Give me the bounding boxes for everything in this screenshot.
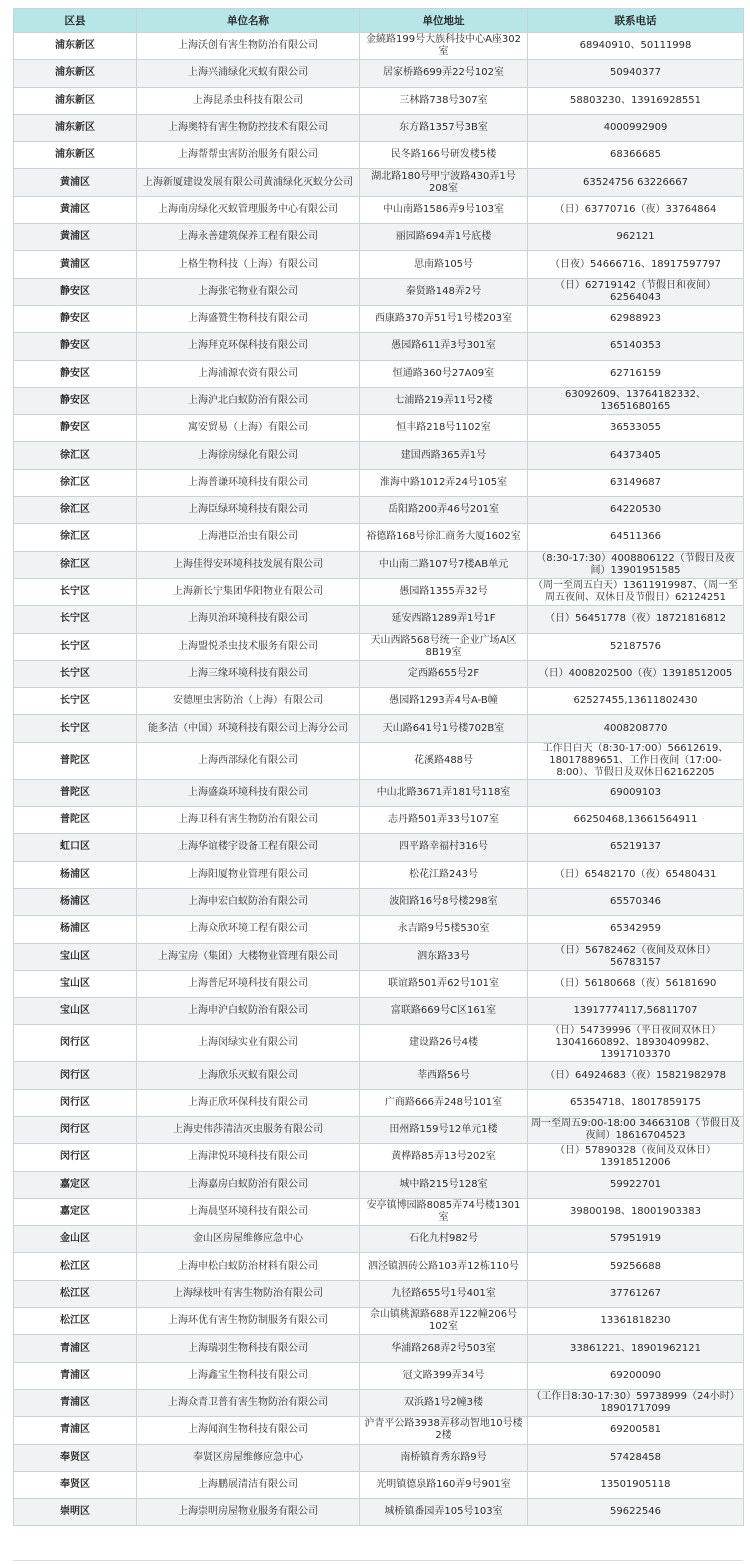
cell-phone: 62527455,13611802430 bbox=[528, 688, 744, 715]
cell-address: 南桥镇育秀东路9号 bbox=[360, 1444, 528, 1471]
cell-district: 杨浦区 bbox=[14, 916, 137, 943]
cell-phone: 68366685 bbox=[528, 142, 744, 169]
table-row bbox=[14, 861, 744, 888]
table-row bbox=[14, 834, 744, 861]
header-district: 区县 bbox=[14, 9, 137, 33]
cell-address: 安亭镇博园路8085弄74号楼1301室 bbox=[360, 1198, 528, 1225]
table-body bbox=[14, 33, 744, 1526]
table-row bbox=[14, 970, 744, 997]
cell-address: 湖北路180号甲宁波路430弄1号208室 bbox=[360, 169, 528, 196]
cell-phone: 37761267 bbox=[528, 1280, 744, 1307]
table-row bbox=[14, 660, 744, 687]
cell-company-name: 上海众青卫普有害生物防治有限公司 bbox=[137, 1389, 360, 1416]
cell-company-name: 上海张宅物业有限公司 bbox=[137, 278, 360, 305]
cell-district: 静安区 bbox=[14, 278, 137, 305]
cell-address: 永吉路9号5楼530室 bbox=[360, 916, 528, 943]
table-row bbox=[14, 1025, 744, 1062]
cell-address: 四平路幸福村316号 bbox=[360, 834, 528, 861]
cell-address: 志丹路501弄33号107室 bbox=[360, 807, 528, 834]
cell-address: 城桥镇番园弄105号103室 bbox=[360, 1499, 528, 1526]
cell-district: 闵行区 bbox=[14, 1062, 137, 1089]
cell-address: 城中路215号128室 bbox=[360, 1171, 528, 1198]
cell-district: 青浦区 bbox=[14, 1362, 137, 1389]
cell-address: 松花江路243号 bbox=[360, 861, 528, 888]
cell-address: 联谊路501弄62号101室 bbox=[360, 970, 528, 997]
cell-address: 西康路370弄51号1号楼203室 bbox=[360, 305, 528, 332]
cell-district: 徐汇区 bbox=[14, 442, 137, 469]
cell-district: 浦东新区 bbox=[14, 142, 137, 169]
cell-company-name: 上海臣绿环境科技有限公司 bbox=[137, 497, 360, 524]
cell-company-name: 上海昆杀虫科技有限公司 bbox=[137, 87, 360, 114]
table-row bbox=[14, 305, 744, 332]
cell-district: 徐汇区 bbox=[14, 551, 137, 578]
cell-district: 静安区 bbox=[14, 333, 137, 360]
table-row bbox=[14, 114, 744, 141]
cell-address: 花溪路488号 bbox=[360, 742, 528, 779]
header-address: 单位地址 bbox=[360, 9, 528, 33]
cell-address: 延安西路1289弄1号1F bbox=[360, 606, 528, 633]
table-row bbox=[14, 1362, 744, 1389]
cell-district: 黄浦区 bbox=[14, 196, 137, 223]
cell-address: 建设路26号4楼 bbox=[360, 1025, 528, 1062]
cell-address: 七浦路219弄11号2楼 bbox=[360, 387, 528, 414]
table-row bbox=[14, 1226, 744, 1253]
cell-phone: 36533055 bbox=[528, 415, 744, 442]
cell-phone: （日）57890328（夜间及双休日）13918512006 bbox=[528, 1144, 744, 1171]
cell-phone: 64373405 bbox=[528, 442, 744, 469]
cell-company-name: 上海环优有害生物防制服务有限公司 bbox=[137, 1308, 360, 1335]
cell-district: 青浦区 bbox=[14, 1335, 137, 1362]
cell-company-name: 上海鹏展清洁有限公司 bbox=[137, 1471, 360, 1498]
table-row bbox=[14, 1308, 744, 1335]
cell-address: 天山西路568号统一企业广场A区8B19室 bbox=[360, 633, 528, 660]
cell-address: 三林路738号307室 bbox=[360, 87, 528, 114]
cell-district: 静安区 bbox=[14, 305, 137, 332]
cell-address: 恒通路360号27A09室 bbox=[360, 360, 528, 387]
cell-phone: 62716159 bbox=[528, 360, 744, 387]
cell-company-name: 上格生物科技（上海）有限公司 bbox=[137, 251, 360, 278]
table-row bbox=[14, 387, 744, 414]
cell-phone: 66250468,13661564911 bbox=[528, 807, 744, 834]
table-row bbox=[14, 1253, 744, 1280]
table-row bbox=[14, 1171, 744, 1198]
cell-address: 田州路159号12单元1楼 bbox=[360, 1116, 528, 1143]
cell-company-name: 上海瑞羽生物科技有限公司 bbox=[137, 1335, 360, 1362]
cell-company-name: 上海永善建筑保养工程有限公司 bbox=[137, 224, 360, 251]
cell-phone: 59622546 bbox=[528, 1499, 744, 1526]
cell-phone: 69200090 bbox=[528, 1362, 744, 1389]
cell-district: 浦东新区 bbox=[14, 60, 137, 87]
cell-address: 光明镇德泉路160弄9号901室 bbox=[360, 1471, 528, 1498]
table-row bbox=[14, 888, 744, 915]
table-row bbox=[14, 578, 744, 605]
cell-district: 普陀区 bbox=[14, 807, 137, 834]
cell-company-name: 上海众欣环境工程有限公司 bbox=[137, 916, 360, 943]
cell-district: 崇明区 bbox=[14, 1499, 137, 1526]
cell-phone: （日）4008202500（夜）13918512005 bbox=[528, 660, 744, 687]
cell-address: 岳阳路200弄46号201室 bbox=[360, 497, 528, 524]
cell-phone: 65219137 bbox=[528, 834, 744, 861]
cell-phone: 69009103 bbox=[528, 779, 744, 806]
cell-district: 徐汇区 bbox=[14, 524, 137, 551]
cell-company-name: 上海奥特有害生物防控技术有限公司 bbox=[137, 114, 360, 141]
cell-district: 黄浦区 bbox=[14, 224, 137, 251]
cell-company-name: 上海南房绿化灭蚁管理服务中心有限公司 bbox=[137, 196, 360, 223]
cell-phone: 58803230、13916928551 bbox=[528, 87, 744, 114]
cell-address: 愚园路1355弄32号 bbox=[360, 578, 528, 605]
cell-company-name: 上海卫科有害生物防治有限公司 bbox=[137, 807, 360, 834]
cell-district: 金山区 bbox=[14, 1226, 137, 1253]
cell-district: 杨浦区 bbox=[14, 888, 137, 915]
table-row bbox=[14, 998, 744, 1025]
table-row bbox=[14, 633, 744, 660]
cell-phone: （工作日8:30-17:30）59738999（24小时）18901717099 bbox=[528, 1389, 744, 1416]
table-row bbox=[14, 251, 744, 278]
cell-address: 黄桦路85弄13号202室 bbox=[360, 1144, 528, 1171]
cell-phone: 13501905118 bbox=[528, 1471, 744, 1498]
table-row bbox=[14, 33, 744, 60]
header-phone: 联系电话 bbox=[528, 9, 744, 33]
cell-address: 双浜路1号2幢3楼 bbox=[360, 1389, 528, 1416]
cell-company-name: 上海兴浦绿化灭蚁有限公司 bbox=[137, 60, 360, 87]
table-row bbox=[14, 715, 744, 742]
cell-company-name: 上海华谊楼宇设备工程有限公司 bbox=[137, 834, 360, 861]
cell-address: 民冬路166号研发楼5楼 bbox=[360, 142, 528, 169]
cell-phone: 59922701 bbox=[528, 1171, 744, 1198]
cell-district: 黄浦区 bbox=[14, 169, 137, 196]
header-row bbox=[14, 9, 744, 33]
table-row bbox=[14, 278, 744, 305]
table-row bbox=[14, 551, 744, 578]
cell-district: 闵行区 bbox=[14, 1089, 137, 1116]
table-row bbox=[14, 1198, 744, 1225]
cell-address: 丽园路694弄1号底楼 bbox=[360, 224, 528, 251]
cell-company-name: 上海崇明房屋物业服务有限公司 bbox=[137, 1499, 360, 1526]
cell-company-name: 上海拜克环保科技有限公司 bbox=[137, 333, 360, 360]
cell-address: 秦贤路148弄2号 bbox=[360, 278, 528, 305]
cell-company-name: 上海盛赞生物科技有限公司 bbox=[137, 305, 360, 332]
cell-address: 广商路666弄248号101室 bbox=[360, 1089, 528, 1116]
table-header bbox=[14, 9, 744, 33]
cell-district: 闵行区 bbox=[14, 1025, 137, 1062]
cell-district: 宝山区 bbox=[14, 998, 137, 1025]
cell-address: 天山路641号1号楼702B室 bbox=[360, 715, 528, 742]
cell-company-name: 上海宝房（集团）大楼物业管理有限公司 bbox=[137, 943, 360, 970]
cell-company-name: 能多洁（中国）环境科技有限公司上海分公司 bbox=[137, 715, 360, 742]
cell-phone: （日夜）54666716、18917597797 bbox=[528, 251, 744, 278]
cell-district: 长宁区 bbox=[14, 578, 137, 605]
cell-company-name: 上海阳厦物业管理有限公司 bbox=[137, 861, 360, 888]
cell-phone: 62988923 bbox=[528, 305, 744, 332]
cell-district: 宝山区 bbox=[14, 943, 137, 970]
cell-address: 建国西路365弄1号 bbox=[360, 442, 528, 469]
cell-phone: 33861221、18901962121 bbox=[528, 1335, 744, 1362]
cell-company-name: 上海晨坚环境科技有限公司 bbox=[137, 1198, 360, 1225]
table-row bbox=[14, 169, 744, 196]
cell-address: 冠文路399弄34号 bbox=[360, 1362, 528, 1389]
cell-phone: 13361818230 bbox=[528, 1308, 744, 1335]
cell-company-name: 上海新长宁集团华阳物业有限公司 bbox=[137, 578, 360, 605]
cell-address: 愚园路1293弄4号A-B幢 bbox=[360, 688, 528, 715]
cell-company-name: 安德厘虫害防治（上海）有限公司 bbox=[137, 688, 360, 715]
cell-phone: 68940910、50111998 bbox=[528, 33, 744, 60]
cell-phone: 4008208770 bbox=[528, 715, 744, 742]
table-row bbox=[14, 688, 744, 715]
cell-district: 静安区 bbox=[14, 360, 137, 387]
table-row bbox=[14, 333, 744, 360]
cell-address: 泗泾镇泗砖公路103弄12栋110号 bbox=[360, 1253, 528, 1280]
cell-company-name: 上海闵绿实业有限公司 bbox=[137, 1025, 360, 1062]
table-row bbox=[14, 224, 744, 251]
cell-company-name: 上海盟悦杀虫技术服务有限公司 bbox=[137, 633, 360, 660]
cell-district: 浦东新区 bbox=[14, 114, 137, 141]
cell-district: 长宁区 bbox=[14, 633, 137, 660]
cell-phone: 65342959 bbox=[528, 916, 744, 943]
cell-phone: 57428458 bbox=[528, 1444, 744, 1471]
cell-address: 中山北路3671弄181号118室 bbox=[360, 779, 528, 806]
table-row bbox=[14, 196, 744, 223]
cell-phone: 63524756 63226667 bbox=[528, 169, 744, 196]
cell-company-name: 上海普尼环境科技有限公司 bbox=[137, 970, 360, 997]
cell-district: 普陀区 bbox=[14, 779, 137, 806]
cell-company-name: 上海申宏白蚁防治有限公司 bbox=[137, 888, 360, 915]
cell-district: 松江区 bbox=[14, 1308, 137, 1335]
cell-company-name: 上海鑫宝生物科技有限公司 bbox=[137, 1362, 360, 1389]
cell-address: 佘山镇桃源路688弄122幢206号102室 bbox=[360, 1308, 528, 1335]
cell-district: 杨浦区 bbox=[14, 861, 137, 888]
cell-phone: 59256688 bbox=[528, 1253, 744, 1280]
cell-company-name: 上海沃创有害生物防治有限公司 bbox=[137, 33, 360, 60]
table-row bbox=[14, 524, 744, 551]
cell-phone: （8:30-17:30）4008806122（节假日及夜间）13901951585 bbox=[528, 551, 744, 578]
cell-district: 宝山区 bbox=[14, 970, 137, 997]
cell-address: 愚园路611弄3号301室 bbox=[360, 333, 528, 360]
cell-company-name: 上海盛焱环境科技有限公司 bbox=[137, 779, 360, 806]
cell-phone: 962121 bbox=[528, 224, 744, 251]
cell-address: 中山南路1586弄9号103室 bbox=[360, 196, 528, 223]
table-row bbox=[14, 1144, 744, 1171]
table-row bbox=[14, 87, 744, 114]
cell-company-name: 上海港臣治虫有限公司 bbox=[137, 524, 360, 551]
table-row bbox=[14, 1499, 744, 1526]
cell-address: 中山南二路107号7楼AB单元 bbox=[360, 551, 528, 578]
cell-address: 富联路669号C区161室 bbox=[360, 998, 528, 1025]
cell-company-name: 上海帮帮虫害防治服务有限公司 bbox=[137, 142, 360, 169]
table-row bbox=[14, 1471, 744, 1498]
cell-district: 长宁区 bbox=[14, 688, 137, 715]
cell-district: 松江区 bbox=[14, 1280, 137, 1307]
table-row bbox=[14, 360, 744, 387]
cell-district: 嘉定区 bbox=[14, 1198, 137, 1225]
table-row bbox=[14, 1444, 744, 1471]
cell-phone: 65140353 bbox=[528, 333, 744, 360]
cell-district: 闵行区 bbox=[14, 1116, 137, 1143]
cell-phone: 65354718、18017859175 bbox=[528, 1089, 744, 1116]
cell-district: 徐汇区 bbox=[14, 497, 137, 524]
cell-address: 沪青平公路3938弄移动智地10号楼2楼 bbox=[360, 1417, 528, 1444]
table-row bbox=[14, 1417, 744, 1444]
table-row bbox=[14, 415, 744, 442]
table-row bbox=[14, 497, 744, 524]
cell-address: 华浦路268弄2号503室 bbox=[360, 1335, 528, 1362]
cell-district: 静安区 bbox=[14, 415, 137, 442]
cell-company-name: 上海正欣环保科技有限公司 bbox=[137, 1089, 360, 1116]
pest-control-table bbox=[13, 8, 744, 1526]
cell-district: 长宁区 bbox=[14, 660, 137, 687]
cell-phone: （日）63770716（夜）33764864 bbox=[528, 196, 744, 223]
cell-address: 居家桥路699弄22号102室 bbox=[360, 60, 528, 87]
cell-company-name: 奉贤区房屋维修应急中心 bbox=[137, 1444, 360, 1471]
table-row bbox=[14, 1062, 744, 1089]
cell-address: 波阳路16号8号楼298室 bbox=[360, 888, 528, 915]
cell-phone: （日）62719142（节假日和夜间）62564043 bbox=[528, 278, 744, 305]
cell-address: 石化九村982号 bbox=[360, 1226, 528, 1253]
cell-company-name: 上海津悦环境科技有限公司 bbox=[137, 1144, 360, 1171]
cell-address: 淮海中路1012弄24号105室 bbox=[360, 469, 528, 496]
table-row bbox=[14, 60, 744, 87]
cell-address: 金繞路199号大族科技中心A座302室 bbox=[360, 33, 528, 60]
cell-company-name: 金山区房屋维修应急中心 bbox=[137, 1226, 360, 1253]
cell-district: 虹口区 bbox=[14, 834, 137, 861]
cell-district: 闵行区 bbox=[14, 1144, 137, 1171]
cell-district: 静安区 bbox=[14, 387, 137, 414]
cell-phone: （日）65482170（夜）65480431 bbox=[528, 861, 744, 888]
cell-phone: （日）54739996（平日夜间双休日）13041660892、18930409982、13917103370 bbox=[528, 1025, 744, 1062]
table-row bbox=[14, 606, 744, 633]
cell-company-name: 上海嘉房白蚁防治有限公司 bbox=[137, 1171, 360, 1198]
cell-address: 思南路105号 bbox=[360, 251, 528, 278]
table-row bbox=[14, 1280, 744, 1307]
cell-district: 嘉定区 bbox=[14, 1171, 137, 1198]
cell-company-name: 上海贝治环境科技有限公司 bbox=[137, 606, 360, 633]
cell-phone: 39800198、18001903383 bbox=[528, 1198, 744, 1225]
cell-company-name: 上海申沪白蚁防治有限公司 bbox=[137, 998, 360, 1025]
cell-company-name: 上海徐房绿化有限公司 bbox=[137, 442, 360, 469]
cell-district: 奉贤区 bbox=[14, 1471, 137, 1498]
cell-district: 青浦区 bbox=[14, 1389, 137, 1416]
cell-phone: 50940377 bbox=[528, 60, 744, 87]
cell-phone: 64220530 bbox=[528, 497, 744, 524]
bottom-divider bbox=[13, 1560, 743, 1561]
cell-phone: 63092609、13764182332、13651680165 bbox=[528, 387, 744, 414]
cell-phone: 工作日白天（8:30-17:00）56612619、18017889651、工作日夜间（17:00-8:00）、节假日及双休日62162205 bbox=[528, 742, 744, 779]
cell-district: 松江区 bbox=[14, 1253, 137, 1280]
cell-district: 长宁区 bbox=[14, 606, 137, 633]
cell-phone: 13917774117,56811707 bbox=[528, 998, 744, 1025]
cell-district: 奉贤区 bbox=[14, 1444, 137, 1471]
table-row bbox=[14, 1116, 744, 1143]
cell-district: 普陀区 bbox=[14, 742, 137, 779]
cell-address: 定西路655号2F bbox=[360, 660, 528, 687]
cell-phone: 64511366 bbox=[528, 524, 744, 551]
cell-address: 泗东路33号 bbox=[360, 943, 528, 970]
cell-company-name: 上海史伟莎清洁灭虫服务有限公司 bbox=[137, 1116, 360, 1143]
cell-phone: （日）56451778（夜）18721816812 bbox=[528, 606, 744, 633]
table-row bbox=[14, 742, 744, 779]
table-row bbox=[14, 1089, 744, 1116]
cell-company-name: 上海新厦建设发展有限公司黄浦绿化灭蚁分公司 bbox=[137, 169, 360, 196]
cell-company-name: 上海绿枝叶有害生物防治有限公司 bbox=[137, 1280, 360, 1307]
cell-phone: （日）56782462（夜间及双休日）56783157 bbox=[528, 943, 744, 970]
cell-phone: （周一至周五白天）13611919987、（周一至周五夜间、双休日及节假日）62124251 bbox=[528, 578, 744, 605]
cell-district: 青浦区 bbox=[14, 1417, 137, 1444]
table-row bbox=[14, 916, 744, 943]
cell-address: 恒丰路218号1102室 bbox=[360, 415, 528, 442]
cell-address: 裕德路168号徐汇商务大厦1602室 bbox=[360, 524, 528, 551]
table-row bbox=[14, 807, 744, 834]
cell-phone: 52187576 bbox=[528, 633, 744, 660]
cell-company-name: 上海浦源农资有限公司 bbox=[137, 360, 360, 387]
cell-phone: 69200581 bbox=[528, 1417, 744, 1444]
cell-district: 徐汇区 bbox=[14, 469, 137, 496]
cell-phone: 65570346 bbox=[528, 888, 744, 915]
table-row bbox=[14, 943, 744, 970]
cell-district: 浦东新区 bbox=[14, 33, 137, 60]
cell-company-name: 上海欣乐灭蚁有限公司 bbox=[137, 1062, 360, 1089]
table-row bbox=[14, 1389, 744, 1416]
cell-company-name: 上海申松白蚁防治材料有限公司 bbox=[137, 1253, 360, 1280]
cell-district: 黄浦区 bbox=[14, 251, 137, 278]
cell-phone: （日）64924683（夜）15821982978 bbox=[528, 1062, 744, 1089]
cell-address: 东方路1357号3B室 bbox=[360, 114, 528, 141]
table-row bbox=[14, 142, 744, 169]
cell-company-name: 上海三缘环境科技有限公司 bbox=[137, 660, 360, 687]
cell-company-name: 上海西部绿化有限公司 bbox=[137, 742, 360, 779]
cell-company-name: 寓安贸易（上海）有限公司 bbox=[137, 415, 360, 442]
table-row bbox=[14, 1335, 744, 1362]
cell-district: 长宁区 bbox=[14, 715, 137, 742]
cell-phone: （日）56180668（夜）56181690 bbox=[528, 970, 744, 997]
cell-phone: 4000992909 bbox=[528, 114, 744, 141]
cell-address: 莘西路56号 bbox=[360, 1062, 528, 1089]
cell-company-name: 上海闻润生物科技有限公司 bbox=[137, 1417, 360, 1444]
cell-address: 九径路655号1号401室 bbox=[360, 1280, 528, 1307]
cell-company-name: 上海沪北白蚁防治有限公司 bbox=[137, 387, 360, 414]
table-row bbox=[14, 469, 744, 496]
cell-phone: 57951919 bbox=[528, 1226, 744, 1253]
header-company-name: 单位名称 bbox=[137, 9, 360, 33]
cell-phone: 周一至周五9:00-18:00 34663108（节假日及夜间）18616704523 bbox=[528, 1116, 744, 1143]
table-row bbox=[14, 779, 744, 806]
cell-company-name: 上海佳得安环境科技发展有限公司 bbox=[137, 551, 360, 578]
table-row bbox=[14, 442, 744, 469]
cell-phone: 63149687 bbox=[528, 469, 744, 496]
cell-company-name: 上海普谦环境科技有限公司 bbox=[137, 469, 360, 496]
cell-district: 浦东新区 bbox=[14, 87, 137, 114]
